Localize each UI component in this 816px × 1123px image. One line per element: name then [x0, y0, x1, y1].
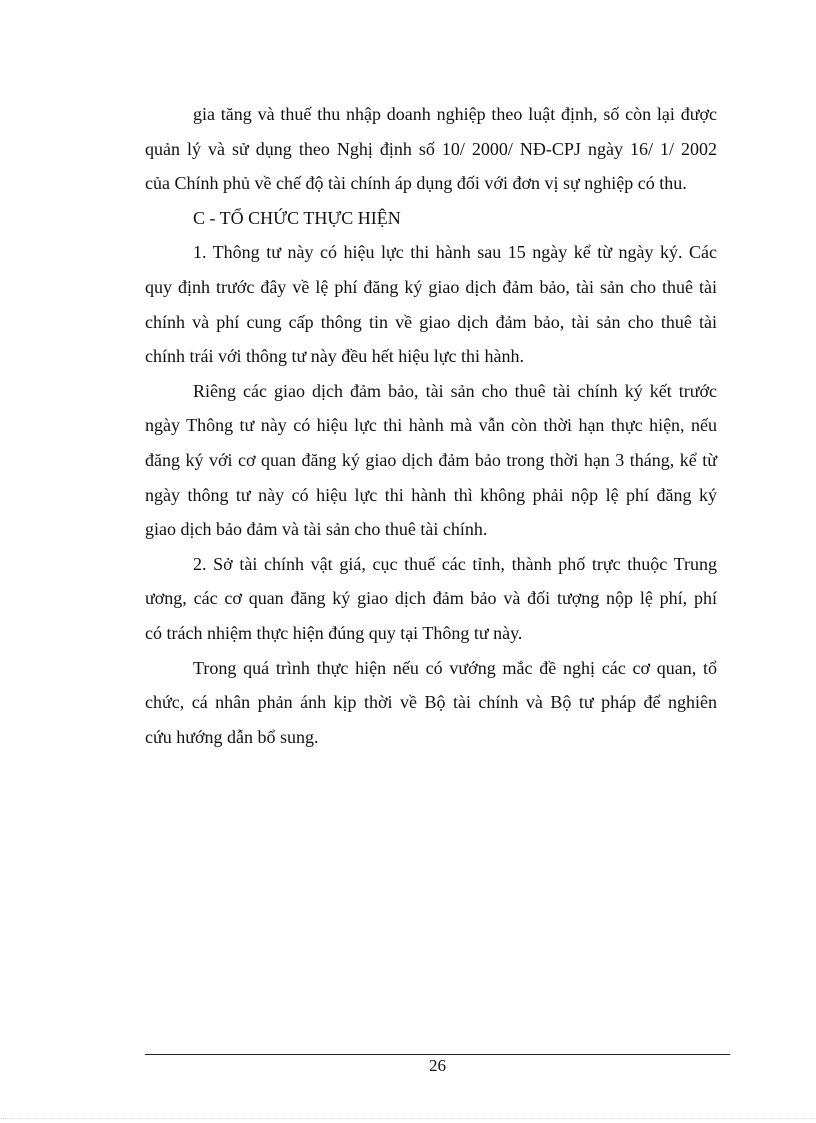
document-body — [145, 97, 717, 754]
text-line: cứu hướng dẫn bổ sung. — [145, 726, 319, 747]
text-line: gia tăng và thuế thu nhập doanh nghiệp theo luật định, số còn lại được — [193, 104, 717, 124]
text-line: Trong quá trình thực hiện nếu có vướng mắc đề nghị các cơ quan, tổ — [193, 657, 717, 678]
paragraph-continuation — [145, 97, 717, 201]
text-line: quản lý và sử dụng theo Nghị định số 10/ 2000/ NĐ-CPJ ngày 16/ 1/ 2002 — [145, 138, 717, 159]
text-line: đăng ký với cơ quan đăng ký giao dịch đảm bảo trong thời hạn 3 tháng, kể từ — [145, 449, 717, 470]
footer-divider — [145, 1054, 730, 1055]
text-line: của Chính phủ về chế độ tài chính áp dụng đối với đơn vị sự nghiệp có thu. — [145, 173, 687, 194]
page-number: 26 — [429, 1056, 446, 1075]
text-line: ngày thông tư này có hiệu lực thi hành thì không phải nộp lệ phí đăng ký — [145, 484, 717, 505]
text-line: giao dịch bảo đảm và tài sản cho thuê tài chính. — [145, 519, 488, 540]
text-line: chức, cá nhân phản ánh kịp thời về Bộ tài chính và Bộ tư pháp để nghiên — [145, 692, 717, 713]
paragraph-item-1 — [145, 235, 717, 373]
text-line: có trách nhiệm thực hiện đúng quy tại Thông tư này. — [145, 622, 523, 643]
text-line: chính trái với thông tư này đều hết hiệu lực thi hành. — [145, 346, 524, 367]
text-line: Riêng các giao dịch đảm bảo, tài sản cho thuê tài chính ký kết trước — [193, 380, 717, 401]
text-line: ương, các cơ quan đăng ký giao dịch đảm bảo và đối tượng nộp lệ phí, phí — [145, 588, 717, 609]
text-line: chính và phí cung cấp thông tin về giao dịch đảm bảo, tài sản cho thuê tài — [145, 311, 717, 332]
text-line: 1. Thông tư này có hiệu lực thi hành sau 15 ngày kể từ ngày ký. Các — [193, 242, 717, 263]
paragraph-exception — [145, 374, 717, 547]
section-heading: C - TỔ CHỨC THỰC HIỆN — [193, 207, 401, 228]
paragraph-closing — [145, 651, 717, 755]
page-bottom-edge — [0, 1118, 816, 1119]
text-line: ngày Thông tư này có hiệu lực thi hành mà vẫn còn thời hạn thực hiện, nếu — [145, 415, 717, 436]
text-line: quy định trước đây về lệ phí đăng ký giao dịch đảm bảo, tài sản cho thuê tài — [145, 276, 717, 297]
paragraph-item-2 — [145, 547, 717, 651]
text-line: 2. Sở tài chính vật giá, cục thuế các tỉnh, thành phố trực thuộc Trung — [193, 553, 717, 574]
